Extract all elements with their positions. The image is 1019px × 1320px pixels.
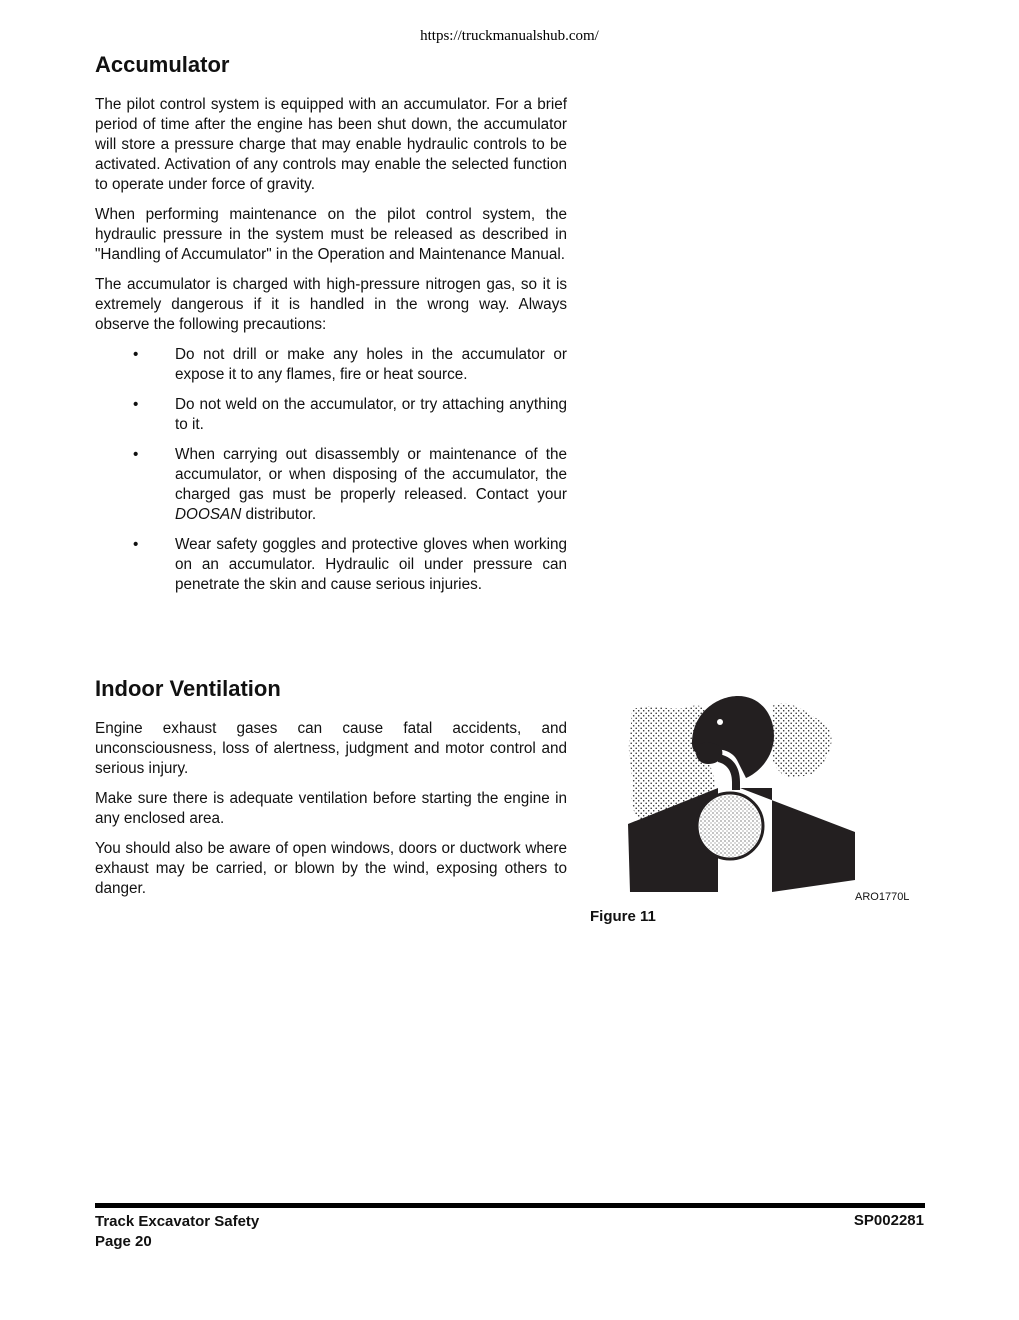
- document-id: SP002281: [853, 1212, 924, 1229]
- paragraph: Engine exhaust gases can cause fatal accidents, and unconsciousness, loss of alertness, judgment and motor control and serious injury.: [95, 720, 567, 777]
- list-item-text: When carrying out disassembly or maintenance of the accumulator, or when disposing of the accumulator, the charged gas must be properly released. Contact your: [175, 446, 567, 503]
- footer-left: [95, 1212, 259, 1252]
- page-number: Page 20: [95, 1233, 152, 1250]
- figure-code: ARO1770L: [855, 891, 910, 903]
- inhalation-hazard-icon: [600, 692, 930, 907]
- accumulator-body: [95, 95, 567, 605]
- list-item-text: Wear safety goggles and protective gloves when working on an accumulator. Hydraulic oil under pressure can penetrate the skin and cause serious injuries.: [175, 536, 567, 593]
- inhalation-hazard-figure: [600, 692, 930, 907]
- footer-divider: [95, 1203, 925, 1208]
- list-item-text: Do not weld on the accumulator, or try attaching anything to it.: [175, 396, 567, 433]
- list-item-text: Do not drill or make any holes in the accumulator or expose it to any flames, fire or heat source.: [175, 346, 567, 383]
- paragraph: You should also be aware of open windows, doors or ductwork where exhaust may be carried, or blown by the wind, exposing others to danger.: [95, 840, 567, 897]
- bullet-icon: •: [133, 446, 139, 463]
- paragraph: The accumulator is charged with high-pressure nitrogen gas, so it is extremely dangerous if it is handled in the wrong way. Always observe the following precautions:: [95, 276, 567, 333]
- paragraph: When performing maintenance on the pilot control system, the hydraulic pressure in the system must be released as described in "Handling of Accumulator" in the Operation and Maintenance Manual.: [95, 206, 567, 263]
- section-title-indoor-ventilation: Indoor Ventilation: [95, 676, 281, 701]
- list-item: [95, 535, 567, 595]
- list-item: [95, 445, 567, 525]
- bullet-icon: •: [133, 536, 139, 553]
- brand-name: DOOSAN: [175, 506, 242, 523]
- source-url: https://truckmanualshub.com/: [420, 28, 599, 44]
- figure-caption: Figure 11: [590, 908, 656, 925]
- list-item-text-tail: distributor.: [241, 506, 317, 523]
- list-item: [95, 395, 567, 435]
- bullet-icon: •: [133, 396, 139, 413]
- list-item: [95, 345, 567, 385]
- section-title-accumulator: Accumulator: [95, 52, 230, 77]
- paragraph: Make sure there is adequate ventilation before starting the engine in any enclosed area.: [95, 790, 567, 827]
- ventilation-body: [95, 719, 567, 909]
- precautions-list: [95, 345, 567, 595]
- footer-title: Track Excavator Safety: [95, 1213, 260, 1230]
- bullet-icon: •: [133, 346, 139, 363]
- paragraph: The pilot control system is equipped with an accumulator. For a brief period of time after the engine has been shut down, the accumulator will store a pressure charge that may enable hydraulic controls to be activated. Activation of any controls may enable the selected function to operate under force of gravity.: [95, 96, 567, 193]
